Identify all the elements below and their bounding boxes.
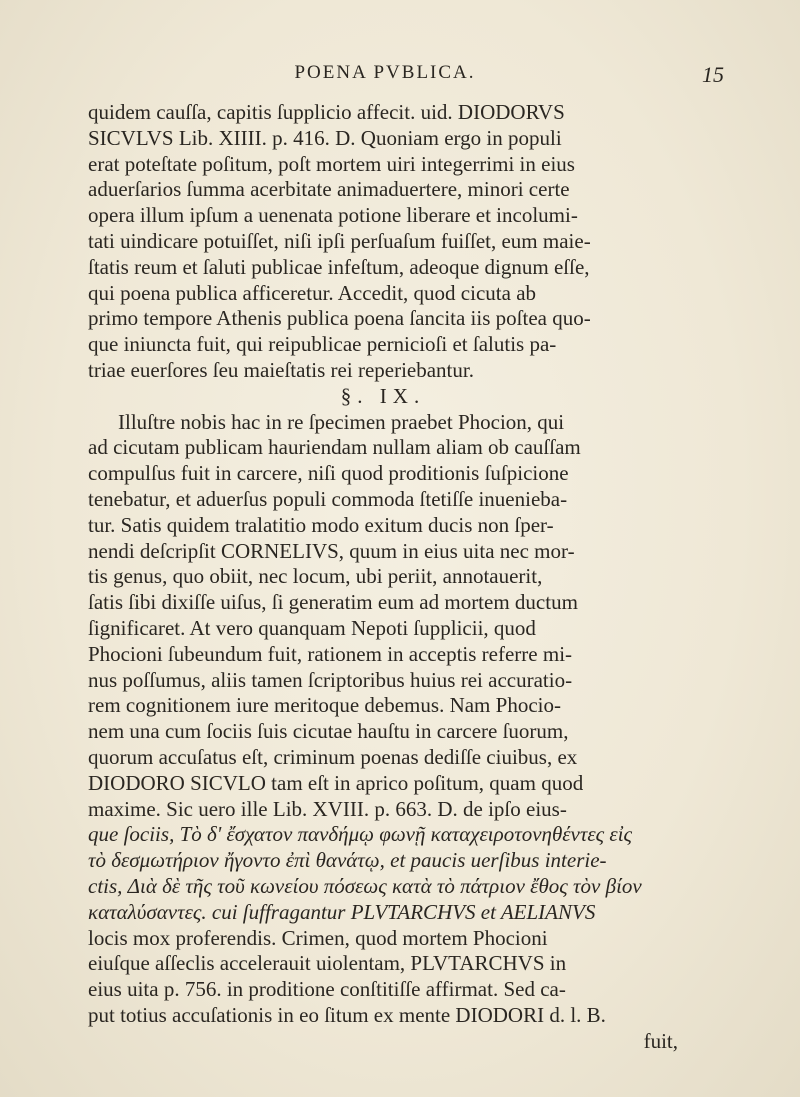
text-line: compulſus fuit in carcere, niſi quod proditionis ſuſpicione	[88, 461, 569, 486]
running-head: POENA PVBLICA.	[294, 62, 476, 83]
text-line: nus poſſumus, aliis tamen ſcriptoribus huius rei accuratio-	[88, 667, 573, 692]
page-number: 15	[702, 62, 724, 87]
catchword: fuit,	[643, 1028, 678, 1053]
page-header	[90, 62, 724, 88]
text-line: tati uindicare potuiſſet, niſi ipſi perſuaſum fuiſſet, eum maie-	[88, 228, 591, 253]
text-line: eiuſque aſſeclis accelerauit uiolentam, PLVTARCHVS in	[88, 951, 567, 976]
text-line: maxime. Sic uero ille Lib. XVIII. p. 663. D. de ipſo eius-	[88, 796, 567, 821]
text-line: ſatis ſibi dixiſſe uiſus, ſi generatim eum ad mortem ductum	[88, 590, 578, 615]
text-line: tenebatur, et aduerſus populi commoda ſtetiſſe inuenieba-	[88, 486, 568, 511]
text-line: locis mox proferendis. Crimen, quod mortem Phocioni	[88, 925, 548, 950]
text-line: que iniuncta fuit, qui reipublicae pernicioſi et ſalutis pa-	[88, 332, 557, 357]
text-line: primo tempore Athenis publica poena ſancita iis poſtea quo-	[88, 306, 591, 331]
text-line: triae euerſores ſeu maieſtatis rei reperiebantur.	[88, 357, 474, 382]
text-line: qui poena publica afficeretur. Accedit, quod cicuta ab	[88, 280, 537, 305]
text-line: tis genus, quo obiit, nec locum, ubi periit, annotauerit,	[88, 564, 543, 589]
text-line-greek: τὸ δεσμωτήριον ἤγοντο ἐπὶ θανάτῳ, et paucis uerſibus interie-	[88, 848, 607, 873]
text-line: quorum accuſatus eſt, criminum poenas dediſſe ciuibus, ex	[88, 744, 578, 769]
text-line: aduerſarios ſumma acerbitate animaduertere, minori certe	[88, 177, 570, 202]
text-line: DIODORO SICVLO tam eſt in aprico poſitum, quam quod	[88, 770, 584, 795]
section-heading	[88, 384, 678, 410]
text-line: ſtatis reum et ſaluti publicae infeſtum, adeoque dignum eſſe,	[88, 254, 590, 279]
text-line: SICVLVS Lib. XIIII. p. 416. D. Quoniam ergo in populi	[88, 125, 562, 150]
text-line: ad cicutam publicam hauriendam nullam aliam ob cauſſam	[88, 435, 581, 460]
text-line: rem cognitionem iure meritoque debemus. Nam Phocio-	[88, 693, 561, 718]
text-line-greek: que ſociis, Τὸ δ' ἔσχατον πανδήμῳ φωνῇ καταχειροτονηθέντες εἰς	[88, 822, 633, 847]
text-line: put totius accuſationis in eo ſitum ex mente DIODORI d. l. B.	[88, 1002, 606, 1027]
text-line: eius uita p. 756. in proditione conſtitiſſe affirmat. Sed ca-	[88, 977, 566, 1002]
section-number: §. IX.	[340, 383, 426, 408]
text-line: nem una cum ſociis ſuis cicutae hauſtu in carcere ſuorum,	[88, 719, 569, 744]
text-line-greek: ctis, Διὰ δὲ τῆς τοῦ κωνείου πόσεως κατὰ τὸ πάτριον ἔθος τὸν βίον	[88, 873, 642, 898]
text-line: quidem cauſſa, capitis ſupplicio affecit. uid. DIODORVS	[88, 100, 565, 124]
text-line: Phocioni ſubeundum fuit, rationem in acceptis referre mi-	[88, 641, 573, 666]
body-text	[88, 100, 678, 1054]
text-line: ſignificaret. At vero quanquam Nepoti ſupplicii, quod	[88, 615, 536, 640]
text-line: tur. Satis quidem tralatitio modo exitum ducis non ſper-	[88, 512, 554, 537]
text-line: nendi deſcripſit CORNELIVS, quum in eius uita nec mor-	[88, 538, 575, 563]
text-line: Illuſtre nobis hac in re ſpecimen praebet Phocion, qui	[118, 409, 565, 434]
text-line-greek: καταλύσαντες. cui ſuffragantur PLVTARCHVS et AELIANVS	[88, 899, 596, 924]
text-line: erat poteſtate poſitum, poſt mortem uiri integerrimi in eius	[88, 151, 575, 176]
text-line: opera illum ipſum a uenenata potione liberare et incolumi-	[88, 203, 578, 228]
